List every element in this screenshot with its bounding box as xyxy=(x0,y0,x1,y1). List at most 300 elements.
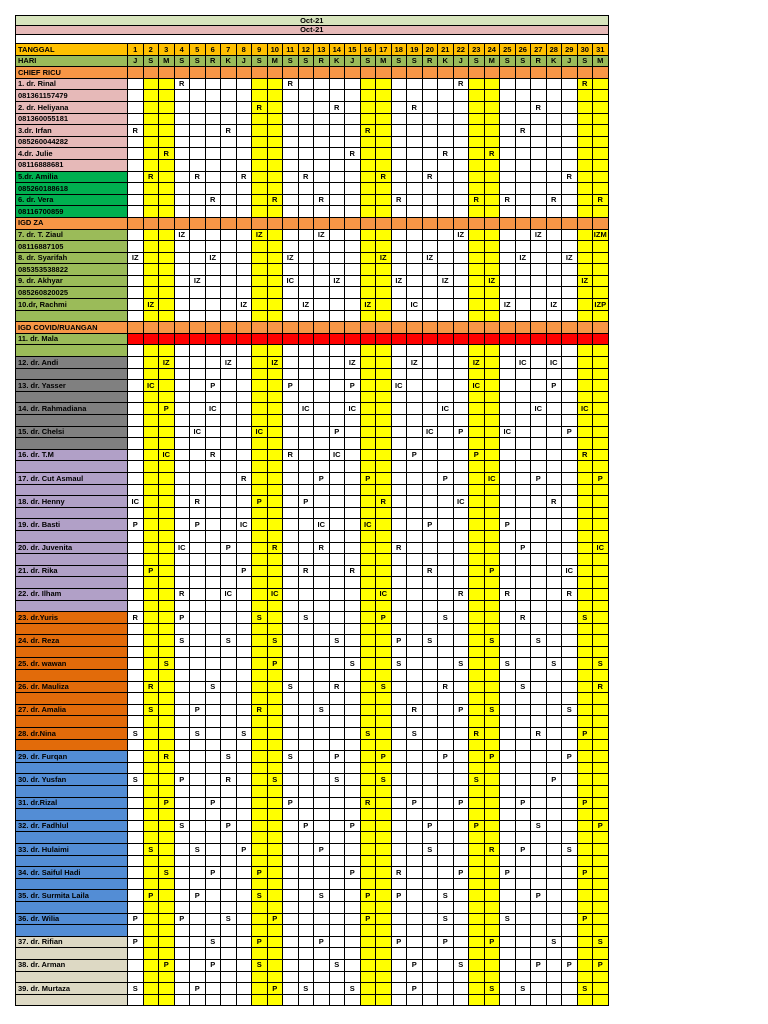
day-cell xyxy=(143,333,159,345)
day-cell xyxy=(484,890,500,902)
day-cell xyxy=(128,925,144,937)
day-cell xyxy=(531,600,547,612)
doctor-row xyxy=(16,588,609,600)
day-cell xyxy=(376,670,392,682)
shift-cell: R xyxy=(174,78,190,90)
weekday-cell: J xyxy=(453,55,469,67)
day-cell xyxy=(314,554,330,566)
date-cell: 10 xyxy=(267,44,283,56)
day-cell xyxy=(190,832,206,844)
day-cell xyxy=(314,415,330,427)
day-cell xyxy=(515,832,531,844)
day-cell xyxy=(143,925,159,937)
day-cell xyxy=(531,670,547,682)
day-cell xyxy=(515,136,531,148)
day-cell xyxy=(314,438,330,450)
day-cell xyxy=(515,774,531,786)
shift-cell: S xyxy=(329,774,345,786)
blank-row xyxy=(16,832,609,844)
day-cell xyxy=(360,554,376,566)
day-cell xyxy=(577,762,593,774)
day-cell xyxy=(484,403,500,415)
day-cell xyxy=(267,554,283,566)
day-cell xyxy=(205,762,221,774)
day-cell xyxy=(128,183,144,195)
day-cell xyxy=(407,403,423,415)
day-cell xyxy=(190,438,206,450)
day-cell xyxy=(531,415,547,427)
day-cell xyxy=(159,890,175,902)
day-cell xyxy=(407,542,423,554)
day-cell xyxy=(143,612,159,624)
blank-label xyxy=(16,507,128,519)
day-cell xyxy=(422,994,438,1006)
day-cell xyxy=(531,264,547,276)
date-cell: 18 xyxy=(391,44,407,56)
day-cell xyxy=(422,484,438,496)
day-cell xyxy=(298,843,314,855)
day-cell xyxy=(577,565,593,577)
day-cell xyxy=(360,287,376,299)
day-cell xyxy=(391,704,407,716)
title-row-2 xyxy=(16,25,609,35)
day-cell xyxy=(577,751,593,763)
phone-number: 085353538822 xyxy=(16,264,128,276)
day-cell xyxy=(515,78,531,90)
day-cell xyxy=(577,90,593,102)
doctor-name: 7. dr. T. Ziaul xyxy=(16,229,128,241)
blank-row xyxy=(16,670,609,682)
day-cell xyxy=(128,101,144,113)
date-cell: 23 xyxy=(469,44,485,56)
day-cell xyxy=(469,843,485,855)
day-cell xyxy=(500,762,516,774)
day-cell xyxy=(298,229,314,241)
shift-cell: P xyxy=(190,704,206,716)
day-cell xyxy=(252,670,268,682)
day-cell xyxy=(484,542,500,554)
day-cell xyxy=(593,704,609,716)
day-cell xyxy=(143,693,159,705)
shift-cell: S xyxy=(391,658,407,670)
day-cell xyxy=(345,461,361,473)
doctor-name: 3.dr. Irfan xyxy=(16,125,128,137)
day-cell xyxy=(190,600,206,612)
day-cell xyxy=(484,333,500,345)
day-cell xyxy=(174,554,190,566)
day-cell xyxy=(236,264,252,276)
day-cell xyxy=(314,820,330,832)
day-cell xyxy=(422,728,438,740)
weekday-cell: S xyxy=(391,55,407,67)
day-cell xyxy=(453,333,469,345)
shift-cell: P xyxy=(562,426,578,438)
day-cell xyxy=(298,438,314,450)
day-cell xyxy=(391,728,407,740)
day-cell xyxy=(174,380,190,392)
shift-cell: S xyxy=(500,658,516,670)
day-cell xyxy=(174,925,190,937)
day-cell xyxy=(469,994,485,1006)
day-cell xyxy=(453,171,469,183)
day-cell xyxy=(407,90,423,102)
title-row-1 xyxy=(16,16,609,26)
day-cell xyxy=(267,519,283,531)
day-cell xyxy=(329,241,345,253)
day-cell xyxy=(329,391,345,403)
day-cell xyxy=(376,646,392,658)
day-cell xyxy=(453,90,469,102)
day-cell xyxy=(515,971,531,983)
day-cell xyxy=(314,878,330,890)
day-cell xyxy=(515,148,531,160)
day-cell xyxy=(283,878,299,890)
day-cell xyxy=(314,368,330,380)
day-cell xyxy=(174,832,190,844)
day-cell xyxy=(252,333,268,345)
day-cell xyxy=(469,855,485,867)
day-cell xyxy=(190,125,206,137)
day-cell xyxy=(546,948,562,960)
day-cell xyxy=(422,322,438,334)
day-cell xyxy=(531,78,547,90)
day-cell xyxy=(174,368,190,380)
day-cell xyxy=(329,843,345,855)
day-cell xyxy=(159,113,175,125)
shift-cell: P xyxy=(577,797,593,809)
day-cell xyxy=(562,519,578,531)
day-cell xyxy=(515,670,531,682)
section-label: CHIEF RICU xyxy=(16,67,128,79)
day-cell xyxy=(221,101,237,113)
day-cell xyxy=(500,438,516,450)
day-cell xyxy=(469,275,485,287)
day-cell xyxy=(190,623,206,635)
day-cell xyxy=(515,391,531,403)
day-cell xyxy=(453,646,469,658)
day-cell xyxy=(469,519,485,531)
day-cell xyxy=(159,310,175,322)
date-cell: 25 xyxy=(500,44,516,56)
shift-cell: IZ xyxy=(174,229,190,241)
day-cell xyxy=(438,206,454,218)
day-cell xyxy=(500,878,516,890)
day-cell xyxy=(531,658,547,670)
day-cell xyxy=(577,936,593,948)
day-cell xyxy=(577,171,593,183)
shift-cell: P xyxy=(190,890,206,902)
doctor-name: 29. dr. Furqan xyxy=(16,751,128,763)
day-cell xyxy=(515,739,531,751)
day-cell xyxy=(252,820,268,832)
day-cell xyxy=(515,333,531,345)
blank-row xyxy=(16,971,609,983)
day-cell xyxy=(593,217,609,229)
spacer-cell xyxy=(16,35,609,44)
day-cell xyxy=(562,67,578,79)
day-cell xyxy=(345,415,361,427)
doctor-name: 37. dr. Rifian xyxy=(16,936,128,948)
day-cell xyxy=(500,310,516,322)
day-cell xyxy=(391,646,407,658)
shift-cell: R xyxy=(422,171,438,183)
day-cell xyxy=(190,310,206,322)
day-cell xyxy=(453,217,469,229)
day-cell xyxy=(593,345,609,357)
day-cell xyxy=(577,380,593,392)
day-cell xyxy=(143,461,159,473)
day-cell xyxy=(143,194,159,206)
day-cell xyxy=(252,415,268,427)
shift-cell: IC xyxy=(391,380,407,392)
day-cell xyxy=(345,136,361,148)
shift-cell: R xyxy=(314,542,330,554)
day-cell xyxy=(546,913,562,925)
day-cell xyxy=(314,380,330,392)
day-cell xyxy=(174,275,190,287)
day-cell xyxy=(531,716,547,728)
day-cell xyxy=(159,728,175,740)
shift-cell: P xyxy=(283,380,299,392)
day-cell xyxy=(267,994,283,1006)
doctor-name: 6. dr. Vera xyxy=(16,194,128,206)
day-cell xyxy=(329,820,345,832)
shift-cell: P xyxy=(143,565,159,577)
shift-cell: IZP xyxy=(594,299,607,309)
day-cell xyxy=(252,925,268,937)
day-cell xyxy=(562,809,578,821)
shift-cell: R xyxy=(221,125,237,137)
day-cell xyxy=(469,67,485,79)
day-cell xyxy=(546,855,562,867)
day-cell xyxy=(314,786,330,798)
day-cell xyxy=(314,217,330,229)
day-cell xyxy=(577,554,593,566)
day-cell xyxy=(407,461,423,473)
day-cell xyxy=(221,287,237,299)
day-cell xyxy=(252,206,268,218)
shift-cell: S xyxy=(190,728,206,740)
day-cell xyxy=(484,797,500,809)
day-cell xyxy=(469,925,485,937)
day-cell xyxy=(484,681,500,693)
date-cell: 7 xyxy=(221,44,237,56)
day-cell xyxy=(236,901,252,913)
day-cell xyxy=(329,577,345,589)
day-cell xyxy=(546,136,562,148)
day-cell xyxy=(329,183,345,195)
day-cell xyxy=(298,588,314,600)
day-cell xyxy=(252,809,268,821)
day-cell xyxy=(453,345,469,357)
day-cell xyxy=(267,287,283,299)
doctor-row xyxy=(16,426,609,438)
day-cell xyxy=(236,101,252,113)
day-cell xyxy=(546,901,562,913)
day-cell xyxy=(438,588,454,600)
day-cell xyxy=(577,890,593,902)
day-cell xyxy=(391,600,407,612)
day-cell xyxy=(143,206,159,218)
date-cell: 19 xyxy=(407,44,423,56)
blank-label xyxy=(16,368,128,380)
day-cell xyxy=(236,716,252,728)
day-cell xyxy=(453,623,469,635)
day-cell xyxy=(314,739,330,751)
day-cell xyxy=(422,936,438,948)
day-cell xyxy=(484,971,500,983)
doctor-name: 38. dr. Arman xyxy=(16,959,128,971)
day-cell xyxy=(484,820,500,832)
day-cell xyxy=(205,774,221,786)
shift-cell: P xyxy=(546,380,562,392)
day-cell xyxy=(407,530,423,542)
day-cell xyxy=(500,333,516,345)
day-cell xyxy=(360,565,376,577)
day-cell xyxy=(252,913,268,925)
day-cell xyxy=(593,530,609,542)
day-cell xyxy=(283,623,299,635)
shift-cell: IZ xyxy=(143,299,159,311)
day-cell xyxy=(221,78,237,90)
date-cell: 6 xyxy=(205,44,221,56)
day-cell xyxy=(500,670,516,682)
shift-cell: P xyxy=(345,867,361,879)
blank-label xyxy=(16,925,128,937)
day-cell xyxy=(252,484,268,496)
day-cell xyxy=(205,171,221,183)
day-cell xyxy=(360,391,376,403)
day-cell xyxy=(500,217,516,229)
date-cell: 3 xyxy=(159,44,175,56)
day-cell xyxy=(577,484,593,496)
day-cell xyxy=(314,530,330,542)
day-cell xyxy=(546,101,562,113)
shift-cell: IC xyxy=(422,426,438,438)
day-cell xyxy=(329,380,345,392)
day-cell xyxy=(283,148,299,160)
shift-cell: P xyxy=(190,519,206,531)
day-cell xyxy=(329,994,345,1006)
day-cell xyxy=(159,820,175,832)
shift-cell: R xyxy=(236,171,252,183)
shift-cell: S xyxy=(128,983,144,995)
day-cell xyxy=(128,206,144,218)
day-cell xyxy=(252,646,268,658)
shift-cell: R xyxy=(283,449,299,461)
day-cell xyxy=(329,171,345,183)
day-cell xyxy=(283,241,299,253)
shift-cell: IC xyxy=(221,588,237,600)
day-cell xyxy=(174,264,190,276)
day-cell xyxy=(422,391,438,403)
day-cell xyxy=(283,542,299,554)
day-cell xyxy=(143,820,159,832)
day-cell xyxy=(391,878,407,890)
day-cell xyxy=(159,391,175,403)
day-cell xyxy=(562,577,578,589)
day-cell xyxy=(159,415,175,427)
shift-cell: S xyxy=(438,913,454,925)
day-cell xyxy=(345,971,361,983)
day-cell xyxy=(531,797,547,809)
day-cell xyxy=(453,762,469,774)
day-cell xyxy=(128,345,144,357)
day-cell xyxy=(252,855,268,867)
day-cell xyxy=(438,542,454,554)
day-cell xyxy=(360,623,376,635)
day-cell xyxy=(531,368,547,380)
day-cell xyxy=(407,415,423,427)
day-cell xyxy=(422,415,438,427)
shift-cell: P xyxy=(298,496,314,508)
day-cell xyxy=(314,612,330,624)
day-cell xyxy=(236,275,252,287)
weekday-cell: R xyxy=(422,55,438,67)
day-cell xyxy=(205,623,221,635)
day-cell xyxy=(407,774,423,786)
shift-cell: IZ xyxy=(159,357,175,369)
shift-cell: R xyxy=(159,148,175,160)
day-cell xyxy=(267,415,283,427)
day-cell xyxy=(190,113,206,125)
day-cell xyxy=(453,843,469,855)
day-cell xyxy=(515,299,531,311)
day-cell xyxy=(546,461,562,473)
day-cell xyxy=(407,368,423,380)
day-cell xyxy=(143,252,159,264)
day-cell xyxy=(593,357,609,369)
day-cell xyxy=(500,600,516,612)
day-cell xyxy=(453,159,469,171)
day-cell xyxy=(593,206,609,218)
day-cell xyxy=(236,403,252,415)
day-cell xyxy=(546,125,562,137)
day-cell xyxy=(345,878,361,890)
day-cell xyxy=(314,67,330,79)
day-cell xyxy=(252,797,268,809)
day-cell xyxy=(376,554,392,566)
day-cell xyxy=(422,90,438,102)
day-cell xyxy=(283,774,299,786)
day-cell xyxy=(531,357,547,369)
day-cell xyxy=(329,229,345,241)
day-cell xyxy=(190,867,206,879)
day-cell xyxy=(298,971,314,983)
shift-cell: S xyxy=(562,843,578,855)
day-cell xyxy=(298,623,314,635)
phone-number: 081360055181 xyxy=(16,113,128,125)
day-cell xyxy=(453,913,469,925)
day-cell xyxy=(484,125,500,137)
day-cell xyxy=(283,264,299,276)
day-cell xyxy=(407,751,423,763)
day-cell xyxy=(438,658,454,670)
day-cell xyxy=(546,148,562,160)
day-cell xyxy=(345,704,361,716)
day-cell xyxy=(500,90,516,102)
day-cell xyxy=(252,136,268,148)
day-cell xyxy=(128,716,144,728)
day-cell xyxy=(484,612,500,624)
day-cell xyxy=(236,577,252,589)
day-cell xyxy=(453,635,469,647)
day-cell xyxy=(252,739,268,751)
day-cell xyxy=(205,368,221,380)
day-cell xyxy=(391,762,407,774)
day-cell xyxy=(407,716,423,728)
shift-cell: P xyxy=(345,820,361,832)
